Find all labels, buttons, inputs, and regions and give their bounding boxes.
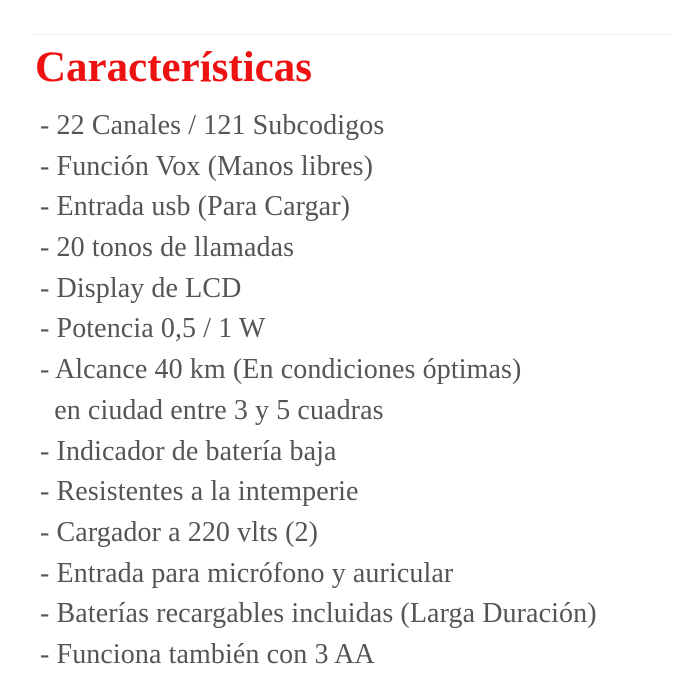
feature-item: - 22 Canales / 121 Subcodigos [40,110,385,141]
feature-item: - 20 tonos de llamadas [40,232,295,264]
feature-item: - Baterías recargables incluidas (Larga Duración) [40,598,597,630]
page-title: Características [35,44,312,91]
feature-item: - Entrada para micrófono y auricular [40,557,454,589]
top-divider [32,34,672,35]
feature-item: - Potencia 0,5 / 1 W [40,313,266,345]
feature-item: - Indicador de batería baja [40,435,337,467]
feature-item: - Funciona también con 3 AA [40,638,375,670]
feature-item: - Entrada usb (Para Cargar) [40,191,351,223]
feature-item: - Display de LCD [40,272,242,304]
feature-item: - Cargador a 220 vlts (2) [40,516,319,548]
feature-list [40,106,597,676]
feature-item: - Resistentes a la intemperie [40,476,359,508]
feature-item: - Función Vox (Manos libres) [40,150,374,182]
feature-item: - Alcance 40 km (En condiciones óptimas) [40,354,522,386]
feature-item-continuation: en ciudad entre 3 y 5 cuadras [40,394,384,426]
